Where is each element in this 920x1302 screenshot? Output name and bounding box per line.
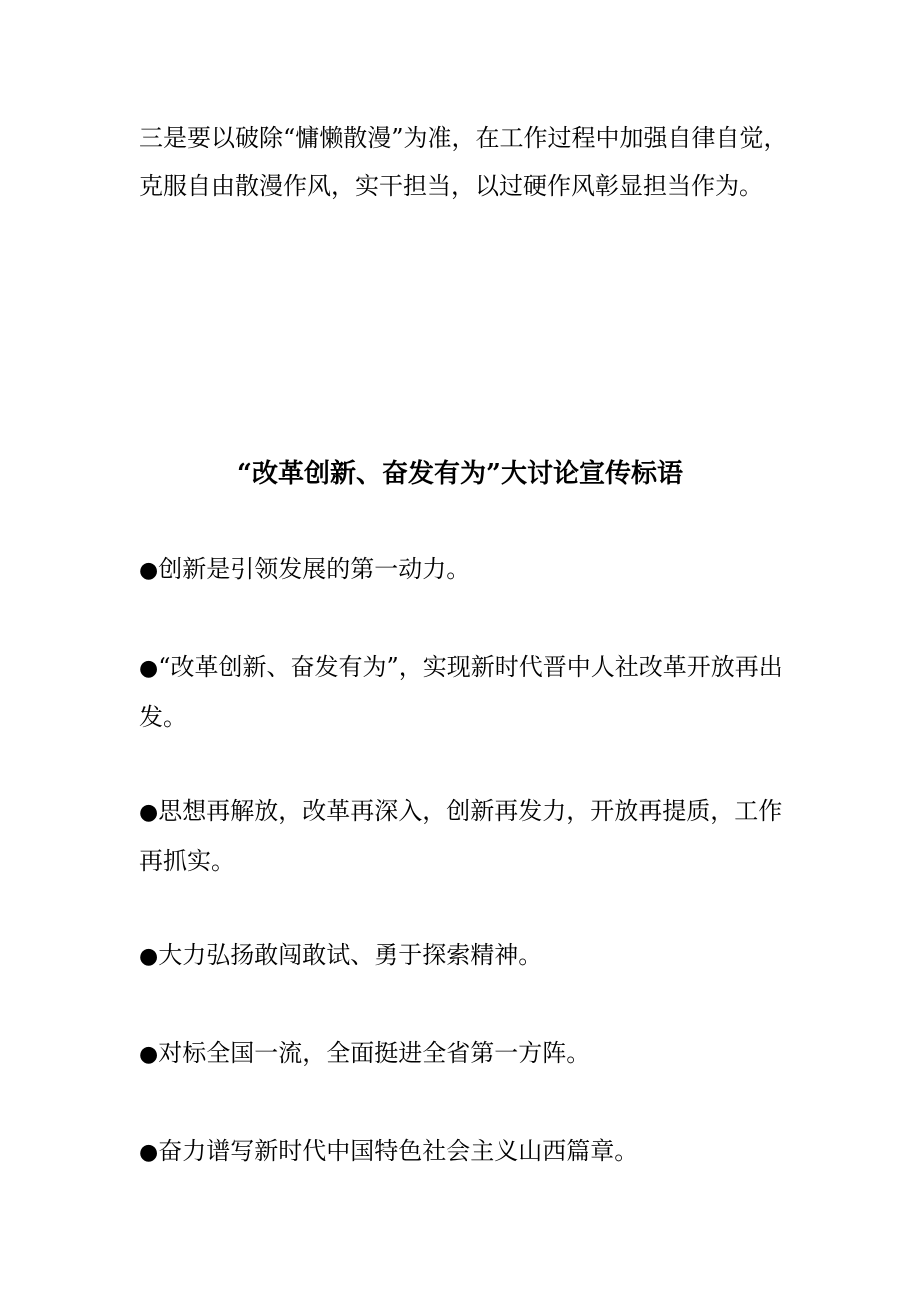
bullet-icon: ● — [139, 1042, 159, 1067]
slogan-text: “改革创新、奋发有为”，实现新时代晋中人社改革开放再出发。 — [139, 653, 783, 731]
slogan-item — [139, 643, 789, 741]
bullet-icon: ● — [139, 800, 159, 825]
slogan-item — [139, 545, 789, 595]
slogan-item — [139, 787, 789, 885]
bullet-icon: ● — [139, 558, 159, 583]
bullet-icon: ● — [139, 656, 159, 681]
slogan-text: 思想再解放，改革再深入，创新再发力，开放再提质，工作再抓实。 — [139, 797, 783, 875]
slogan-item — [139, 1029, 789, 1079]
slogan-text: 大力弘扬敢闯敢试、勇于探索精神。 — [158, 941, 543, 969]
slogan-list — [139, 545, 789, 1225]
slogan-item — [139, 931, 789, 981]
intro-paragraph: 三是要以破除“慵懒散漫”为准，在工作过程中加强自律自觉，克服自由散漫作风，实干担当，以过硬作风彰显担当作为。 — [139, 124, 788, 200]
slogan-text: 创新是引领发展的第一动力。 — [158, 555, 471, 583]
slogan-text: 奋力谱写新时代中国特色社会主义山西篇章。 — [158, 1137, 639, 1165]
bullet-icon: ● — [139, 944, 159, 969]
section-heading: “改革创新、奋发有为”大讨论宣传标语 — [237, 459, 683, 489]
bullet-icon: ● — [139, 1140, 159, 1165]
slogan-text: 对标全国一流，全面挺进全省第一方阵。 — [158, 1039, 591, 1067]
slogan-item — [139, 1127, 789, 1177]
